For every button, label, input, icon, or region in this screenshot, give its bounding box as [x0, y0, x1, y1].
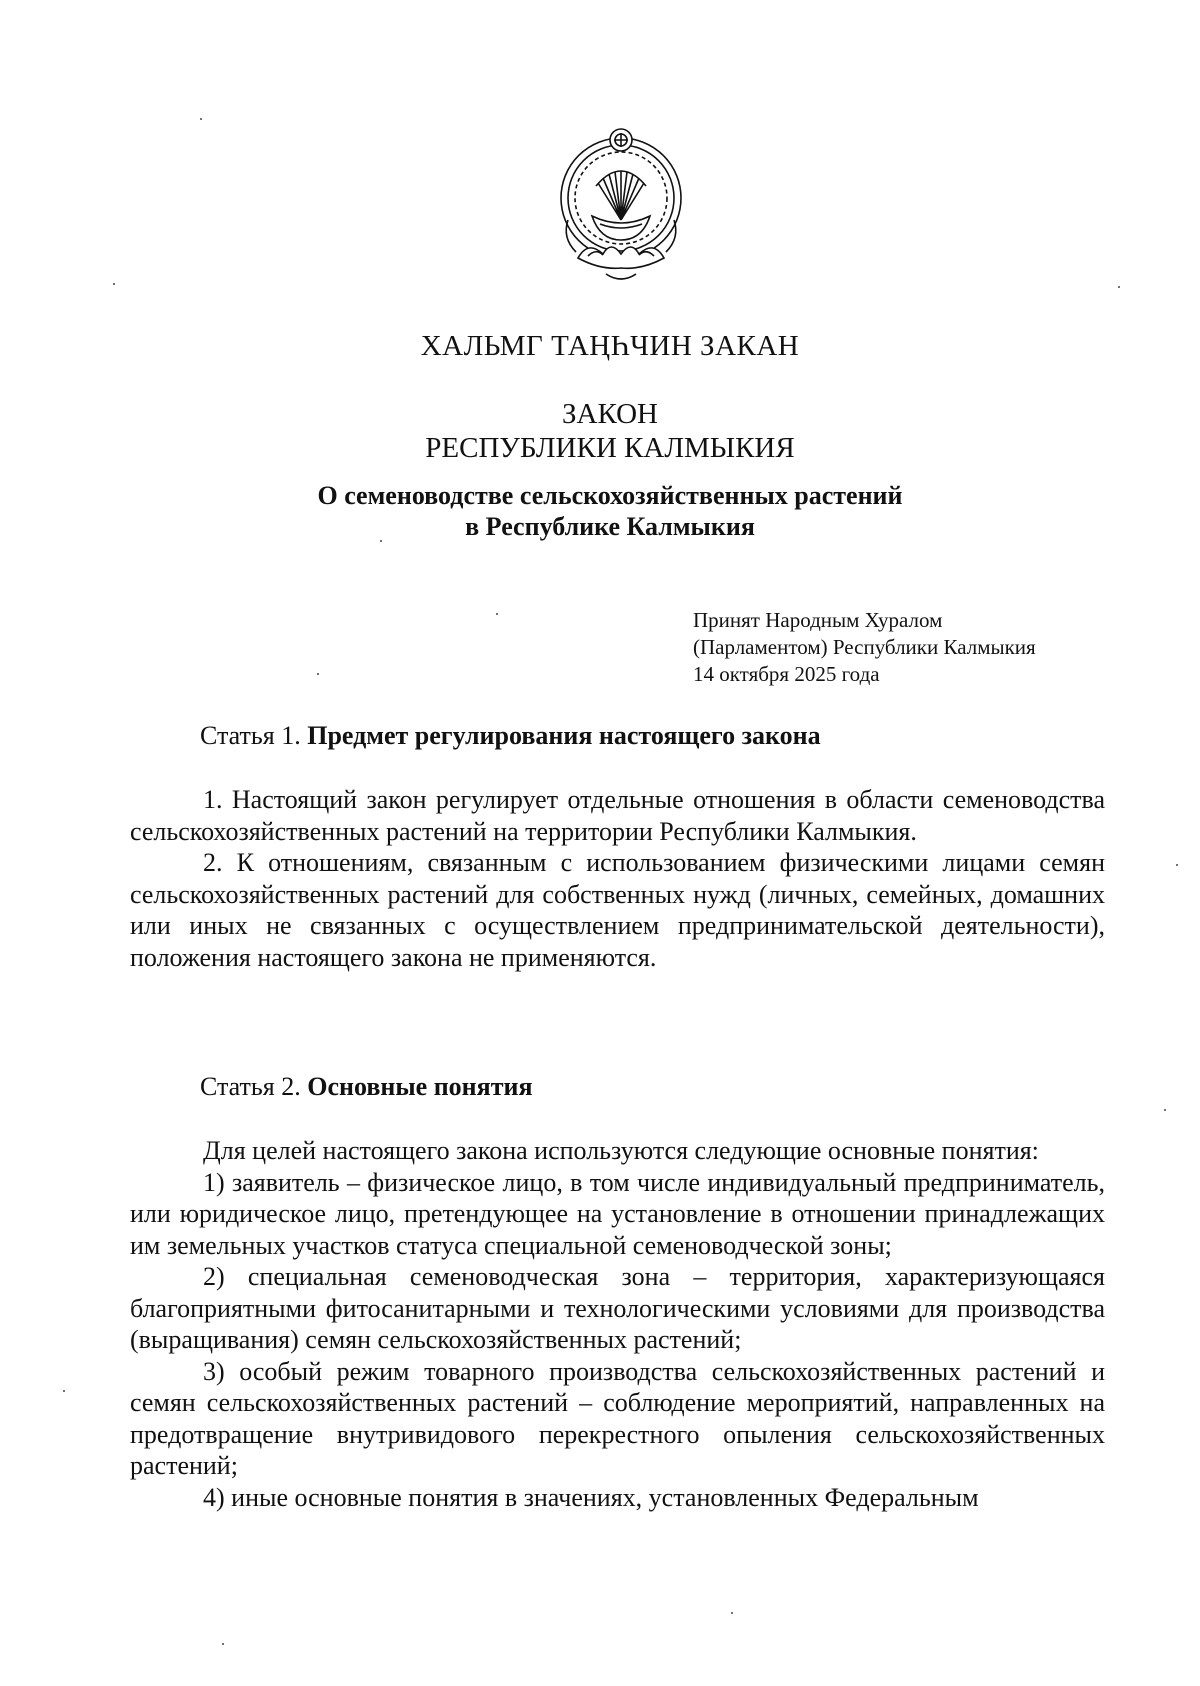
scan-speck	[1164, 1109, 1166, 1111]
law-subject-line-1: О семеноводстве сельскохозяйственных растений	[317, 481, 903, 510]
article-2-number: Статья 2.	[200, 1072, 308, 1101]
article-2-item-1: 1) заявитель – физическое лицо, в том числе индивидуальный предприниматель, или юридическое лицо, претендующее на установление в отношении принадлежащих им земельных участков статуса специальной семеноводческой зоны;	[130, 1167, 1105, 1260]
adoption-note	[693, 607, 1036, 688]
scan-speck	[1118, 286, 1120, 288]
article-2-body	[130, 1135, 1105, 1513]
scan-speck	[731, 1612, 733, 1614]
scan-speck	[496, 613, 498, 615]
adoption-line-1: Принят Народным Хуралом	[693, 608, 943, 632]
article-1-number: Статья 1.	[200, 721, 308, 750]
article-2-item-4: 4) иные основные понятия в значениях, установленных Федеральным	[203, 1482, 979, 1512]
scan-speck	[380, 540, 382, 542]
article-1-paragraph-2: 2. К отношениям, связанным с использованием физическими лицами семян сельскохозяйственных растений для собственных нужд (личных, семейных, домашних или иных не связанных с осуществлением предпринимательской деятельности), положения настоящего закона не применяются.	[130, 848, 1105, 972]
article-1-body	[130, 784, 1105, 973]
article-1-paragraph-1: 1. Настоящий закон регулирует отдельные отношения в области семеноводства сельскохозяйственных растений на территории Республики Калмыкия.	[130, 785, 1105, 846]
scan-speck	[63, 1390, 65, 1392]
scan-speck	[222, 1643, 224, 1645]
republic-heading: РЕСПУБЛИКИ КАЛМЫКИЯ	[425, 432, 795, 464]
kalmyk-law-title: ХАЛЬМГ ТАҢҺЧИН ЗАКАН	[420, 330, 800, 362]
article-2-item-2: 2) специальная семеноводческая зона – территория, характеризующаяся благоприятными фитосанитарными и технологическими условиями для производства (выращивания) семян сельскохозяйственных растений;	[130, 1262, 1105, 1354]
scan-speck	[1176, 864, 1178, 866]
article-2-intro: Для целей настоящего закона используются следующие основные понятия:	[203, 1136, 1039, 1165]
article-2-item-3: 3) особый режим товарного производства сельскохозяйственных растений и семян сельскохозяйственных растений – соблюдение мероприятий, направленных на предотвращение внутривидового перекрестного опыления сельскохозяйственных растений;	[130, 1356, 1105, 1480]
scan-speck	[200, 118, 202, 120]
article-2-title: Основные понятия	[307, 1072, 533, 1101]
article-1-heading	[200, 720, 821, 752]
coat-of-arms-emblem	[548, 128, 694, 288]
law-subject	[0, 480, 1200, 542]
scan-speck	[317, 673, 319, 675]
article-2-heading	[200, 1071, 533, 1103]
law-heading: ЗАКОН	[562, 398, 658, 430]
adoption-line-2: (Парламентом) Республики Калмыкия	[693, 635, 1036, 659]
law-subject-line-2: в Республике Калмыкия	[465, 512, 755, 541]
adoption-date: 14 октября 2025 года	[693, 662, 880, 686]
article-1-title: Предмет регулирования настоящего закона	[307, 721, 821, 750]
scan-speck	[113, 283, 115, 285]
